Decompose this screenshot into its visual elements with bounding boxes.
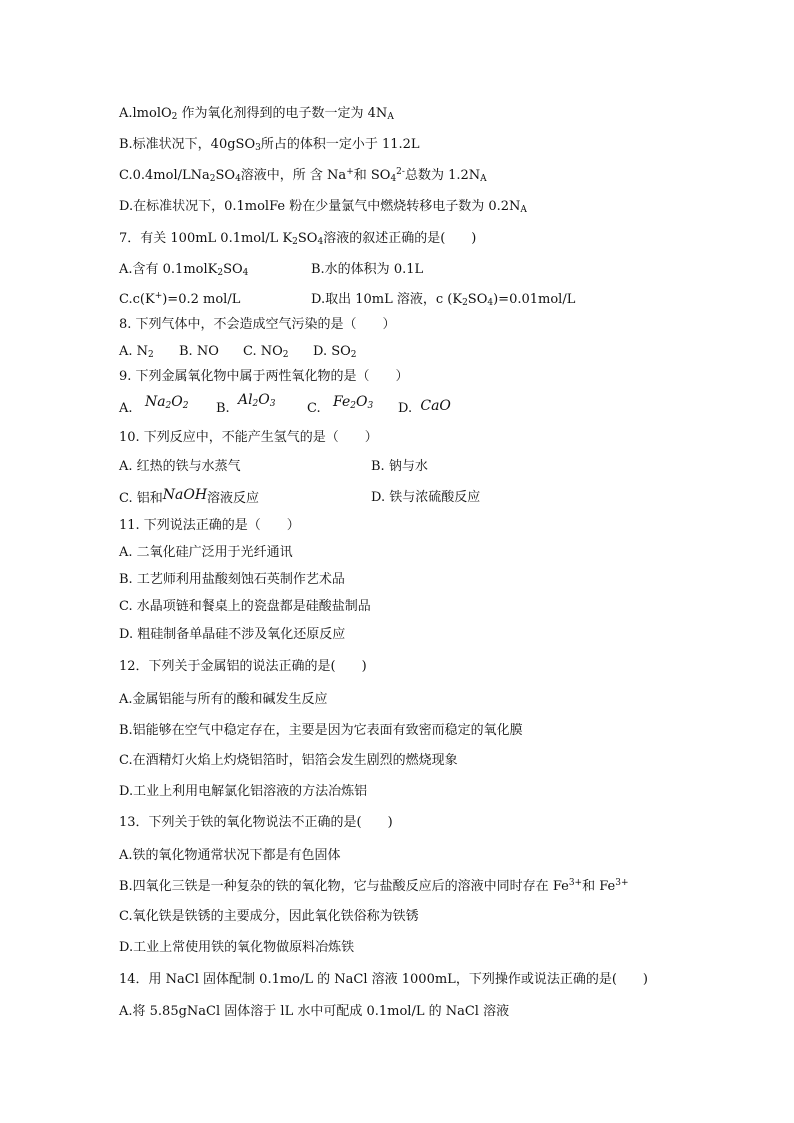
text: 溶液的叙述正确的是( )	[323, 231, 477, 246]
subscript: 4	[242, 268, 249, 278]
text: Al	[237, 392, 253, 408]
text: B.四氧化三铁是一种复杂的铁的氧化物，它与盐酸反应后的溶液中同时存在 Fe	[119, 879, 569, 894]
option-label: D.	[398, 401, 413, 416]
formula	[238, 392, 276, 408]
q12-stem: 12．下列关于金属铝的说法正确的是( )	[119, 659, 367, 674]
superscript: +	[346, 167, 354, 177]
q6-option-b	[119, 137, 420, 153]
text: )=0.01mol/L	[493, 292, 576, 307]
text: C. NO	[243, 344, 283, 359]
subscript: 4	[235, 174, 241, 184]
formula	[333, 394, 373, 410]
q7-stem	[119, 231, 476, 247]
text: 7．有关 100mL 0.1mol/L K	[119, 231, 293, 246]
q11-option-a: A. 二氧化硅广泛用于光纤通讯	[119, 545, 293, 560]
q7-option-b: B.水的体积为 0.1L	[311, 262, 424, 277]
superscript: 2-	[396, 167, 405, 177]
subscript: 2	[350, 401, 356, 411]
q13-option-a: A.铁的氧化物通常状况下都是有色固体	[119, 848, 341, 863]
text: B.标准状况下，40gSO	[119, 137, 256, 152]
subscript: 2	[165, 401, 172, 411]
q7-option-a	[119, 262, 248, 278]
text: O	[258, 392, 270, 408]
text: C.c(K	[119, 292, 155, 307]
subscript: 4	[390, 174, 397, 184]
text: O	[171, 394, 183, 410]
subscript: 2	[148, 350, 154, 360]
q13-option-d: D.工业上常使用铁的氧化物做原料冶炼铁	[119, 940, 355, 955]
option-label: C.	[307, 401, 321, 416]
text: SO	[223, 262, 243, 277]
q12-option-d: D.工业上利用电解氯化铝溶液的方法冶炼铝	[119, 784, 368, 799]
q10-option-d: D. 铁与浓硫酸反应	[371, 490, 481, 505]
text: Fe	[333, 394, 351, 410]
q8-option-c	[243, 344, 289, 360]
q9-option-d	[398, 400, 451, 417]
text: C. 铝和	[119, 491, 163, 506]
q14-option-a: A.将 5.85gNaCl 固体溶于 lL 水中可配成 0.1mol/L 的 NaCl 溶液	[119, 1004, 510, 1019]
text: D.在标准状况下，0.1molFe 粉在少量氯气中燃烧转移电子数为 0.2N	[119, 199, 521, 214]
text: SO	[215, 168, 236, 183]
q11-option-d: D. 粗硅制备单晶硅不涉及氧化还原反应	[119, 627, 346, 642]
q11-stem: 11. 下列说法正确的是（ ）	[119, 518, 300, 533]
q6-option-c	[119, 168, 487, 184]
text: SO	[297, 231, 318, 246]
q6-option-d	[119, 199, 527, 215]
text: 总数为 1.2N	[404, 168, 481, 183]
q10-option-b: B. 钠与水	[371, 459, 428, 474]
q9-option-c	[307, 394, 374, 417]
text: SO	[467, 292, 488, 307]
subscript: 3	[367, 401, 374, 411]
text: 溶液中，所 含 Na	[240, 168, 347, 183]
q13-option-b	[119, 879, 629, 895]
q10-stem: 10. 下列反应中，不能产生氢气的是（ ）	[119, 430, 378, 445]
text: 作为氧化剂得到的电子数一定为 4N	[177, 106, 388, 121]
subscript: 2	[462, 298, 468, 308]
q12-option-a: A.金属铝能与所有的酸和碱发生反应	[119, 692, 328, 707]
text: A. N	[119, 344, 149, 359]
q8-option-a	[119, 344, 154, 360]
q12-option-c: C.在酒精灯火焰上灼烧铝箔时，铝箔会发生剧烈的燃烧现象	[119, 753, 458, 768]
option-label: A.	[119, 401, 133, 416]
subscript: 2	[209, 174, 216, 184]
option-label: B.	[216, 401, 230, 416]
subscript: 2	[182, 401, 189, 411]
q9-option-b	[216, 392, 276, 417]
q9-stem: 9. 下列金属氧化物中属于两性氧化物的是（ ）	[119, 369, 409, 384]
subscript: 3	[269, 399, 276, 409]
q12-option-b: B.铝能够在空气中稳定存在，主要是因为它表面有致密而稳定的氧化膜	[119, 723, 523, 738]
subscript: 3	[255, 143, 261, 153]
q14-stem: 14．用 NaCl 固体配制 0.1mo/L 的 NaCl 溶液 1000mL，下列操作或说法正确的是( )	[119, 972, 648, 987]
formula: CaO	[420, 398, 451, 414]
subscript: A	[387, 112, 394, 122]
text: 和 Fe	[582, 879, 616, 894]
text: D.取出 10mL 溶液，c (K	[311, 292, 463, 307]
text: A.lmolO	[119, 106, 172, 121]
text: D. SO	[313, 344, 351, 359]
superscript: 3+	[615, 878, 629, 888]
subscript: 2	[350, 350, 357, 360]
text: )=0.2 mol/L	[162, 292, 241, 307]
subscript: 4	[487, 298, 494, 308]
subscript: 2	[282, 350, 289, 360]
subscript: 2	[292, 237, 298, 247]
q10-option-a: A. 红热的铁与水蒸气	[119, 459, 241, 474]
formula	[145, 394, 189, 410]
subscript: 2	[171, 112, 178, 122]
formula: NaOH	[162, 487, 208, 503]
text: O	[356, 394, 368, 410]
q7-option-c	[119, 292, 240, 308]
text: C.0.4mol/LNa	[119, 168, 210, 183]
subscript: A	[480, 174, 487, 184]
text: Na	[144, 394, 166, 410]
q10-option-c	[119, 487, 260, 507]
subscript: A	[520, 205, 527, 215]
q8-stem: 8. 下列气体中，不会造成空气污染的是（ ）	[119, 317, 396, 332]
q8-option-b: B. NO	[179, 344, 219, 359]
text: 所占的体积一定小于 11.2L	[260, 137, 420, 152]
q9-option-a	[119, 394, 189, 417]
q7-option-d	[311, 292, 575, 308]
q13-option-c: C.氧化铁是铁锈的主要成分，因此氧化铁俗称为铁锈	[119, 909, 419, 924]
q13-stem: 13．下列关于铁的氧化物说法不正确的是( )	[119, 815, 393, 830]
q6-option-a	[119, 106, 394, 122]
q8-option-d	[313, 344, 357, 360]
q11-option-c: C. 水晶项链和餐桌上的瓷盘都是硅酸盐制品	[119, 599, 371, 614]
text: A.含有 0.1molK	[119, 262, 218, 277]
text: 和 SO	[353, 168, 391, 183]
subscript: 2	[252, 399, 259, 409]
subscript: 2	[217, 268, 224, 278]
subscript: 4	[317, 237, 324, 247]
superscript: +	[154, 291, 163, 301]
superscript: 3+	[568, 878, 583, 888]
q11-option-b: B. 工艺师利用盐酸刻蚀石英制作艺术品	[119, 572, 345, 587]
text: 溶液反应	[207, 491, 260, 506]
